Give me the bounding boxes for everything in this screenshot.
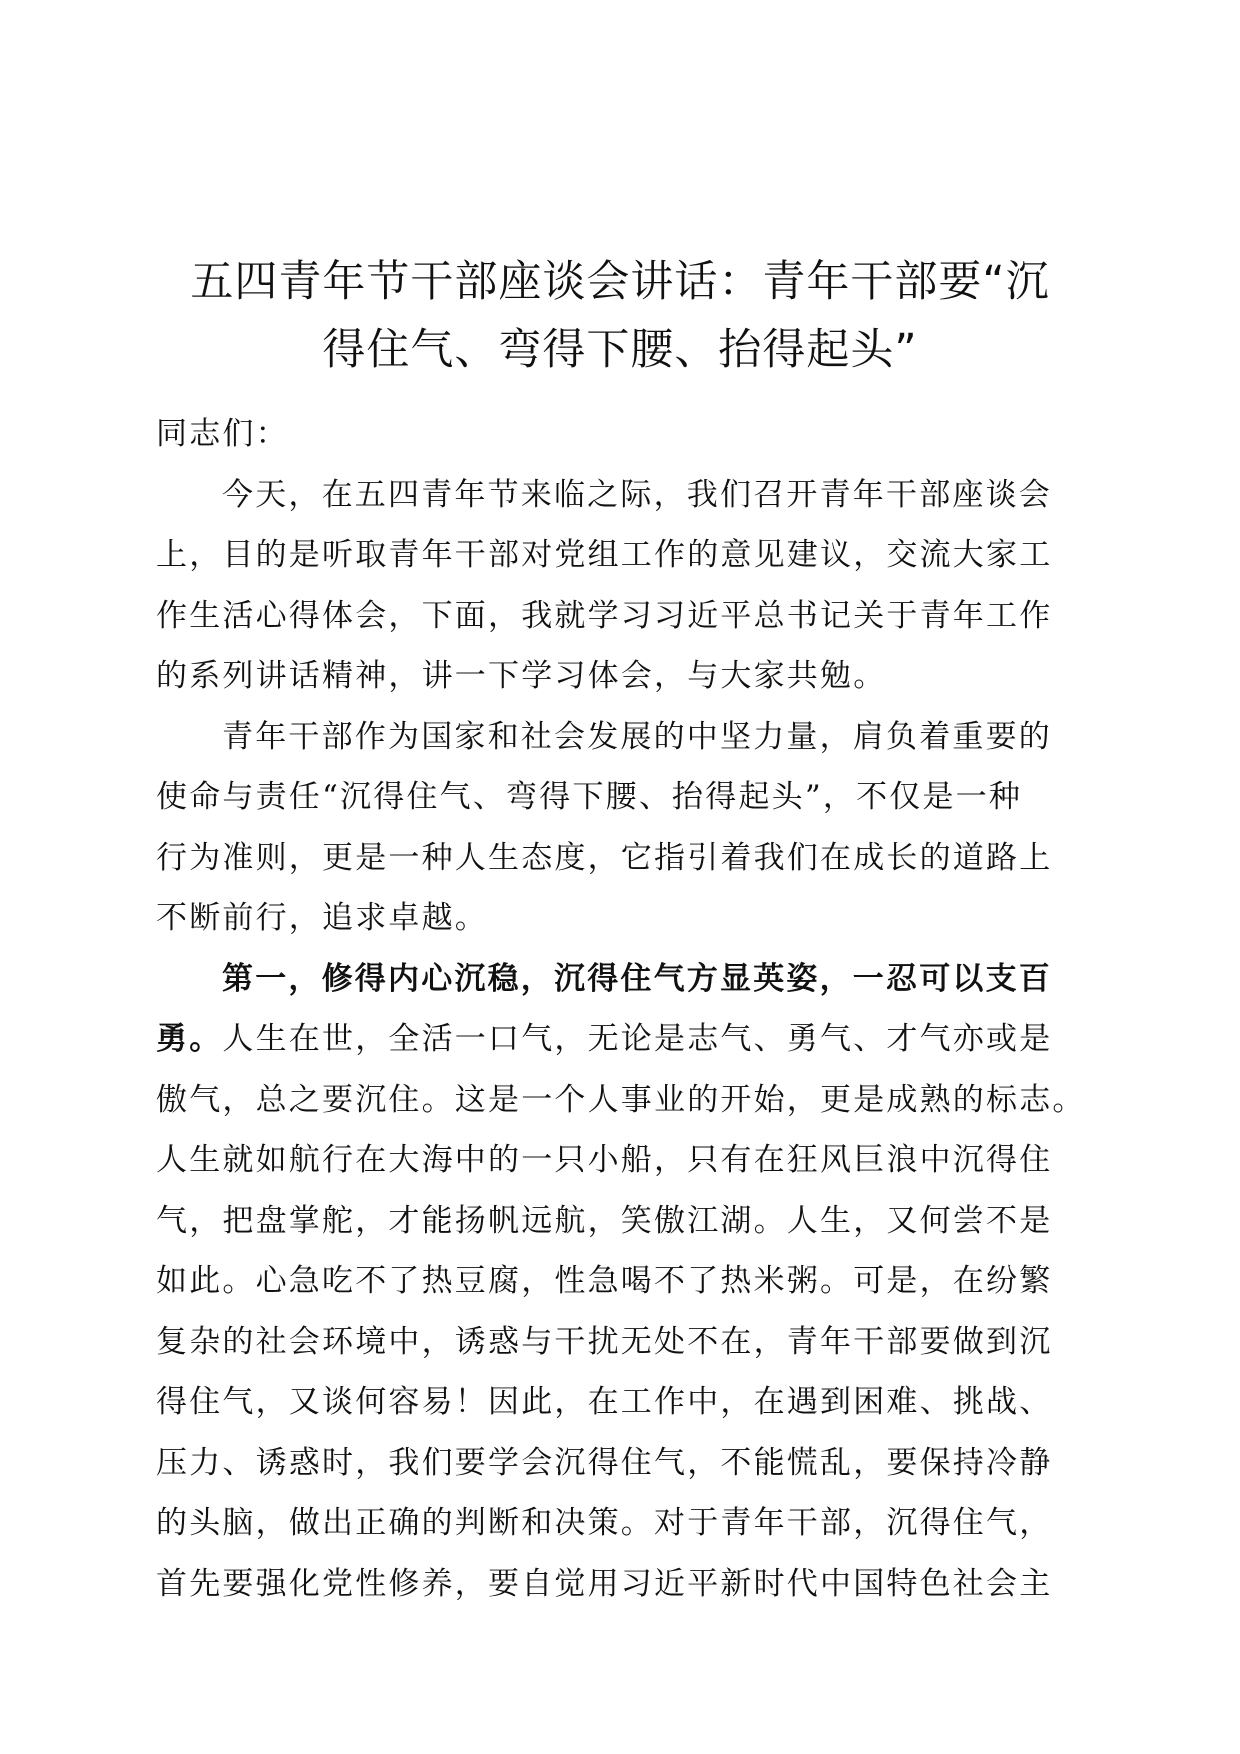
paragraph-line: 的头脑，做出正确的判断和决策。对于青年干部，沉得住气，	[156, 1505, 1053, 1541]
paragraph-line: 气，把盘掌舵，才能扬帆远航，笑傲江湖。人生，又何尝不是	[156, 1202, 1053, 1239]
paragraph-line: 如此。心急吃不了热豆腐，性急喝不了热米粥。可是，在纷繁	[156, 1263, 1053, 1299]
paragraph-line: 使命与责任“沉得住气、弯得下腰、抬得起头”，不仅是一种	[156, 779, 1023, 815]
document-body	[156, 404, 1086, 1614]
greeting: 同志们：	[156, 416, 289, 452]
paragraph-line: 作生活心得体会，下面，我就学习习近平总书记关于青年工作	[156, 597, 1053, 634]
paragraph-line: 傲气，总之要沉住。这是一个人事业的开始，更是成熟的标志。	[156, 1081, 1086, 1118]
paragraph-line: 青年干部作为国家和社会发展的中坚力量，肩负着重要的	[222, 718, 1052, 755]
title-line-1: 五四青年节干部座谈会讲话：青年干部要“沉	[190, 257, 1050, 307]
paragraph-line: 得住气，又谈何容易！因此，在工作中，在遇到困难、挑战、	[156, 1384, 1053, 1420]
paragraph-line: 上，目的是听取青年干部对党组工作的意见建议，交流大家工	[156, 537, 1053, 573]
paragraph-line: 今天，在五四青年节来临之际，我们召开青年干部座谈会	[222, 476, 1052, 513]
paragraph-line	[156, 1009, 1056, 1070]
paragraph-line: 的系列讲话精神，讲一下学习体会，与大家共勉。	[156, 658, 887, 694]
paragraph-line: 行为准则，更是一种人生态度，它指引着我们在成长的道路上	[156, 839, 1053, 876]
paragraph-line: 人生就如航行在大海中的一只小船，只有在狂风巨浪中沉得住	[156, 1142, 1053, 1178]
document-title	[130, 248, 1110, 384]
paragraph-line-rest: 人生在世，全活一口气，无论是志气、勇气、才气亦或是	[222, 1021, 1053, 1057]
paragraph-mission	[156, 707, 1056, 949]
paragraph-line: 压力、诱惑时，我们要学会沉得住气，不能慌乱，要保持冷静	[156, 1444, 1053, 1481]
paragraph-line: 首先要强化党性修养，要自觉用习近平新时代中国特色社会主	[156, 1565, 1053, 1602]
title-line-2: 得住气、弯得下腰、抬得起头”	[322, 325, 918, 375]
paragraph-intro	[156, 465, 1056, 707]
paragraph-line: 不断前行，追求卓越。	[156, 900, 488, 936]
section-heading-line: 第一，修得内心沉稳，沉得住气方显英姿，一忍可以支百	[222, 960, 1052, 997]
paragraph-line: 复杂的社会环境中，诱惑与干扰无处不在，青年干部要做到沉	[156, 1323, 1053, 1360]
section-heading-end: 勇。	[156, 1021, 223, 1057]
paragraph-first-point	[156, 949, 1086, 1615]
